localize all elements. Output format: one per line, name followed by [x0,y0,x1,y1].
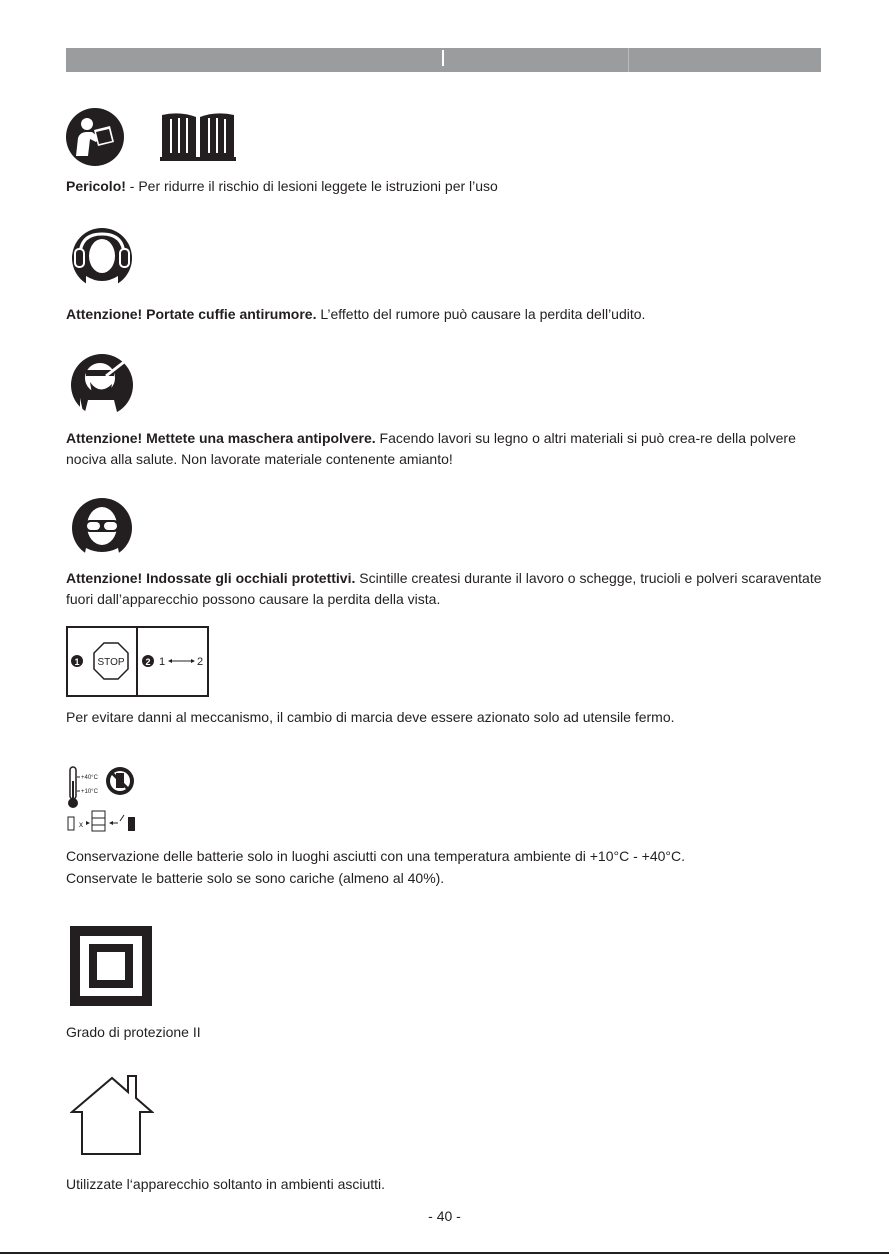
protection-class-note: Grado di protezione II [66,1024,201,1040]
read-manual-person-icon [66,108,124,166]
step-one-number: 1 [74,657,80,667]
read-manual-warning [66,176,829,197]
warning-text: Scintille createsi durante il lavoro o schegge, trucioli e polveri scaraventate fuori dall’apparecchio possono causare la perdita della vista. [66,570,822,607]
step-two-number: 2 [145,657,151,667]
gear-two-label: 2 [196,656,204,668]
warning-bold: Pericolo! [66,178,126,194]
temp-high-label: +40°C [81,775,98,781]
dust-mask-warning [66,428,829,470]
temp-low-label: +10°C [81,789,98,795]
indoor-use-house-icon [70,1074,154,1156]
warning-bold: Attenzione! Indossate gli occhiali protettivi. [66,570,356,586]
gear-change-note: Per evitare danni al meccanismo, il cambio di marcia deve essere azionato solo ad utensile fermo. [66,709,675,725]
svg-text:x: x [79,820,83,829]
header-divider [628,48,629,72]
stop-sign-label: STOP [97,657,125,668]
warning-bold: Attenzione! Mettete una maschera antipolvere. [66,430,376,446]
warning-text: Facendo lavori su legno o altri materiali si può crea-re della polvere nociva alla salute. Non lavorate materiale contenente amianto! [66,430,796,467]
gear-one-label: 1 [158,656,166,668]
battery-storage-note-1: Conservazione delle batterie solo in luoghi asciutti con una temperatura ambiente di +10°C - +40°C. [66,848,686,864]
ear-protection-icon [66,226,138,290]
eye-protection-icon [66,496,138,560]
eye-protection-warning [66,568,829,610]
open-book-icon [160,111,236,161]
gear-change-diagram [66,626,209,697]
page-number: - 40 - [428,1208,461,1224]
warning-bold: Attenzione! Portate cuffie antirumore. [66,306,317,322]
bottom-rule [0,1252,889,1254]
header-mark [442,50,444,66]
ear-protection-warning [66,304,829,325]
indoor-use-note: Utilizzate l‘apparecchio soltanto in ambienti asciutti. [66,1176,386,1192]
battery-storage-note-2: Conservate le batterie solo se sono cariche (almeno al 40%). [66,870,445,886]
dust-mask-icon [66,352,138,418]
battery-storage-icons [58,765,142,835]
warning-text: - Per ridurre il rischio di lesioni leggete le istruzioni per l’uso [125,178,498,194]
protection-class-ii-icon [70,926,152,1006]
warning-text: L’effetto del rumore può causare la perdita dell’udito. [316,306,646,322]
